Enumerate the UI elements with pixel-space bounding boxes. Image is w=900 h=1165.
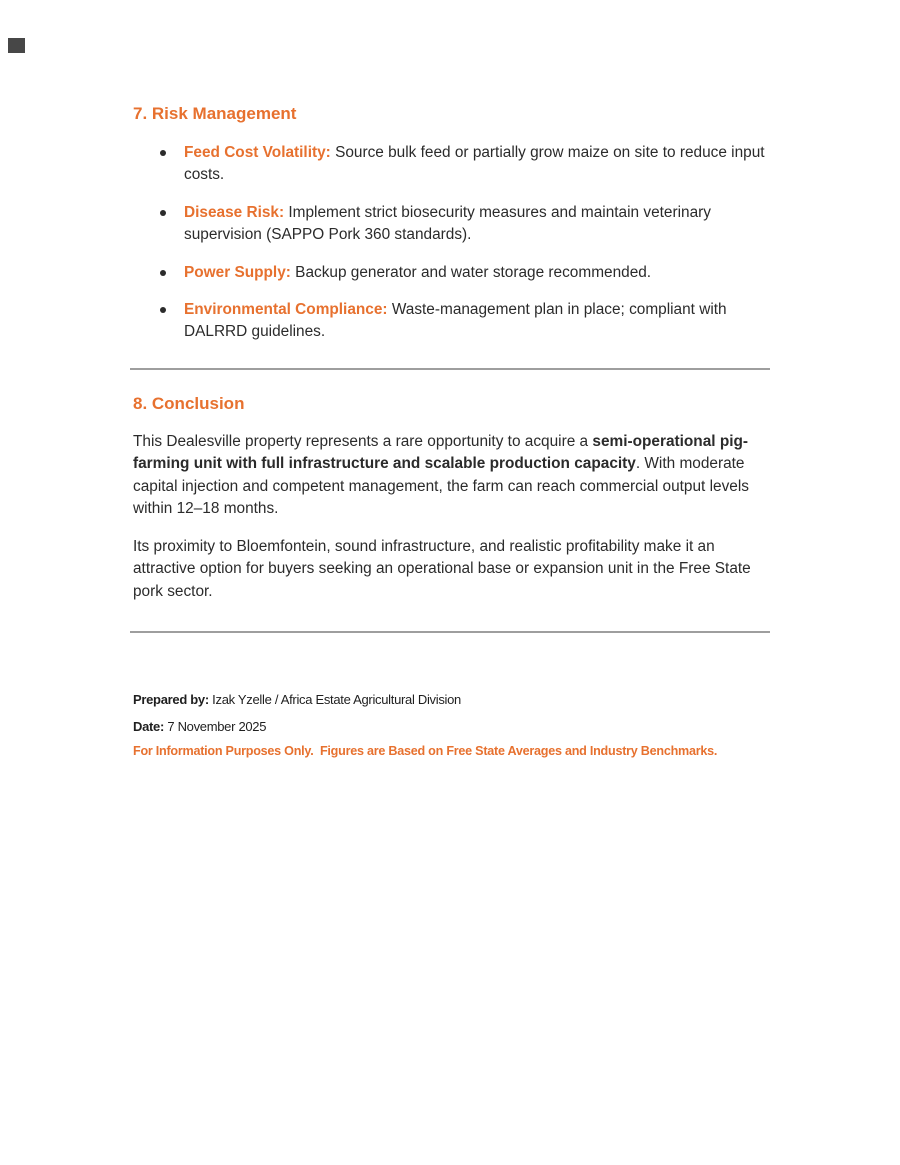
- disclaimer-text: For Information Purposes Only. Figures are Based on Free State Averages and Industry Benchmarks.: [133, 744, 718, 758]
- prepared-by-label: Prepared by:: [133, 692, 209, 707]
- bullet-label: Disease Risk:: [184, 203, 285, 221]
- paragraph-text: . With moderate capital injection and competent management, the farm can reach commercial output levels within 12–18 months.: [133, 455, 754, 518]
- risk-bullet-list: [133, 142, 769, 359]
- paragraph-text: Its proximity to Bloemfontein, sound infrastructure, and realistic profitability make it an attractive option for buyers seeking an operational base or expansion unit in the Free State pork sector.: [133, 538, 755, 600]
- bullet-dot-icon: [160, 270, 166, 276]
- date-line: [133, 718, 773, 736]
- bullet-text: Source bulk feed or partially grow maize on site to reduce input costs.: [184, 144, 769, 184]
- paragraph-bold-text: semi-operational pig-farming unit with full infrastructure and scalable production capacity: [133, 433, 749, 473]
- prepared-by-line: [133, 691, 773, 709]
- bullet-label: Power Supply:: [184, 263, 291, 281]
- section-divider: [130, 631, 770, 633]
- bullet-item-power-supply: [133, 262, 769, 284]
- bullet-dot-icon: [160, 307, 166, 313]
- bullet-text: Waste-management plan in place; compliant with DALRRD guidelines.: [184, 301, 731, 341]
- conclusion-paragraph-1: [133, 431, 765, 521]
- paragraph-text: This Dealesville property represents a rare opportunity to acquire a: [133, 433, 593, 450]
- risk-management-heading: 7. Risk Management: [133, 104, 297, 123]
- corner-artifact-mark: [8, 38, 25, 53]
- prepared-by-value: Izak Yzelle / Africa Estate Agricultural Division: [208, 692, 461, 707]
- bullet-item-disease-risk: [133, 202, 769, 247]
- bullet-dot-icon: [160, 150, 166, 156]
- bullet-item-feed-cost: [133, 142, 769, 187]
- bullet-label: Feed Cost Volatility:: [184, 144, 331, 161]
- bullet-text: Backup generator and water storage recommended.: [290, 263, 652, 281]
- bullet-item-environmental-compliance: [133, 299, 769, 344]
- bullet-label: Environmental Compliance:: [184, 301, 388, 319]
- date-value: 7 November 2025: [164, 719, 267, 734]
- bullet-dot-icon: [160, 210, 166, 216]
- conclusion-heading: 8. Conclusion: [133, 394, 245, 413]
- bullet-text: Implement strict biosecurity measures and maintain veterinary supervision (SAPPO Pork 360 standards).: [184, 203, 716, 244]
- conclusion-paragraph-2: [133, 536, 765, 603]
- date-label: Date:: [133, 719, 165, 734]
- section-divider: [130, 368, 770, 370]
